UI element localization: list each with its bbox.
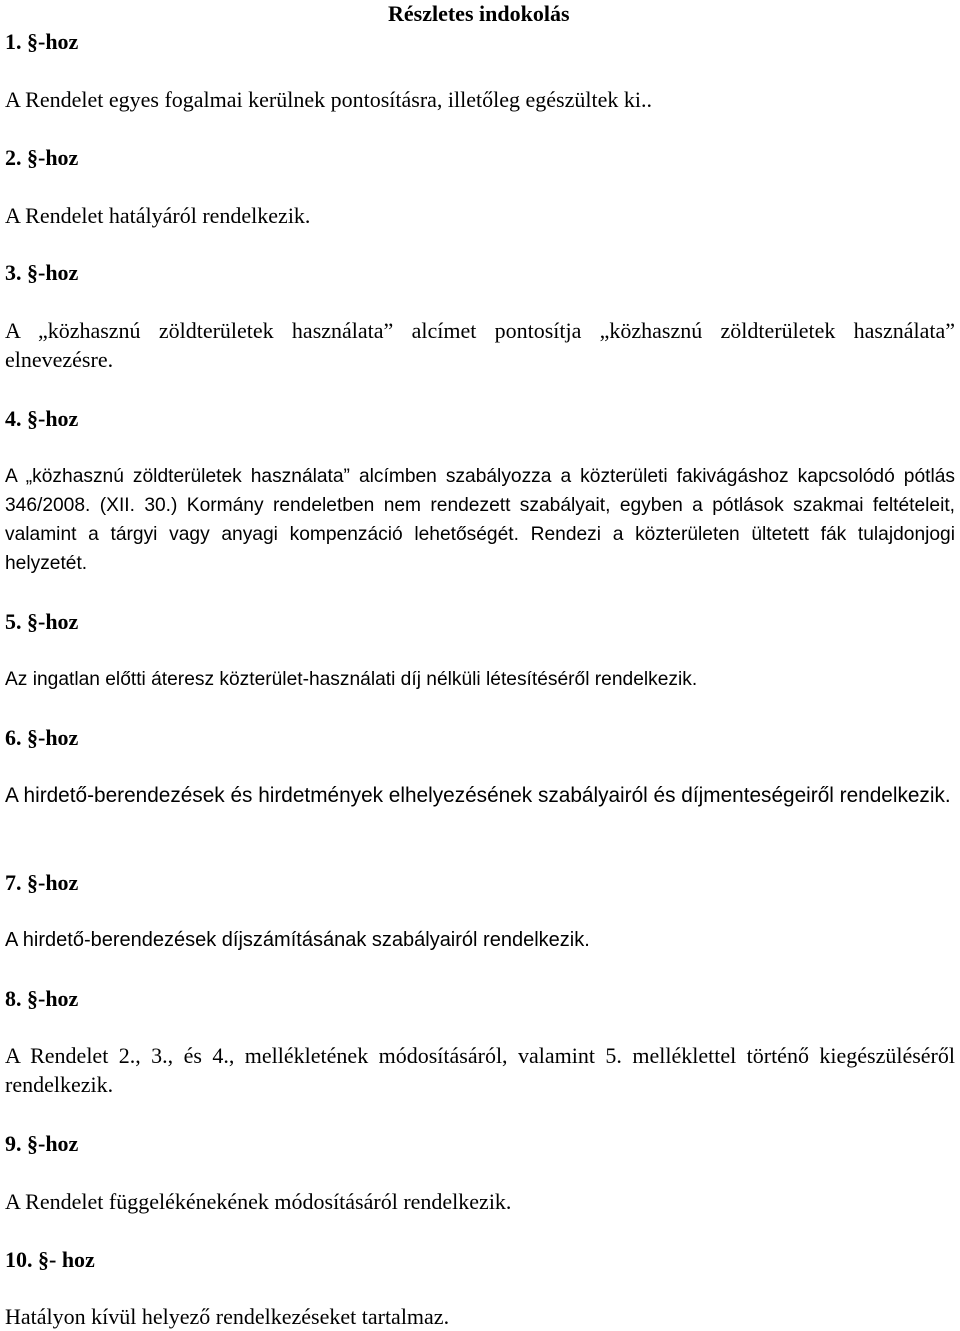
document-title: Részletes indokolás bbox=[388, 1, 570, 26]
section-text-2: A Rendelet hatályáról rendelkezik. bbox=[5, 203, 311, 228]
section-text-9: A Rendelet függelékénekének módosításáról rendelkezik. bbox=[5, 1189, 512, 1214]
section-heading-7: 7. §-hoz bbox=[5, 870, 79, 895]
section-text-3: A „közhasznú zöldterületek használata” alcímet pontosítja „közhasznú zöldterületek használata” elnevezésre. bbox=[5, 318, 955, 372]
section-text-4: A „közhasznú zöldterületek használata” alcímben szabályozza a közterületi fakivágáshoz kapcsolódó pótlás 346/2008. (XII. 30.) Kormány rendeletben nem rendezett szabályait, egyben a pótlások szakmai feltételeit, valamint a tárgyi vagy anyagi kompenzáció lehetőségét. Rendezi a közterületen ültetett fák tulajdonjogi helyzetét. bbox=[5, 466, 955, 574]
section-heading-2: 2. §-hoz bbox=[5, 145, 79, 170]
section-text-10: Hatályon kívül helyező rendelkezéseket tartalmaz. bbox=[5, 1304, 450, 1329]
section-heading-10: 10. §- hoz bbox=[5, 1247, 95, 1272]
section-text-5: Az ingatlan előtti áteresz közterület-használati díj nélküli létesítéséről rendelkezik. bbox=[5, 669, 698, 690]
section-heading-5: 5. §-hoz bbox=[5, 609, 79, 634]
section-heading-9: 9. §-hoz bbox=[5, 1131, 79, 1156]
section-heading-1: 1. §-hoz bbox=[5, 29, 79, 54]
section-text-7: A hirdető-berendezések díjszámításának szabályairól rendelkezik. bbox=[5, 929, 590, 951]
section-text-6: A hirdető-berendezések és hirdetmények elhelyezésének szabályairól és díjmenteségeiről rendelkezik. bbox=[5, 784, 951, 807]
section-heading-6: 6. §-hoz bbox=[5, 725, 79, 750]
section-heading-8: 8. §-hoz bbox=[5, 986, 79, 1011]
section-text-1: A Rendelet egyes fogalmai kerülnek pontosításra, illetőleg egészültek ki.. bbox=[5, 87, 652, 112]
section-heading-4: 4. §-hoz bbox=[5, 406, 79, 431]
section-text-8: A Rendelet 2., 3., és 4., mellékletének módosításáról, valamint 5. melléklettel történő kiegészüléséről rendelkezik. bbox=[5, 1043, 955, 1097]
section-heading-3: 3. §-hoz bbox=[5, 260, 79, 285]
